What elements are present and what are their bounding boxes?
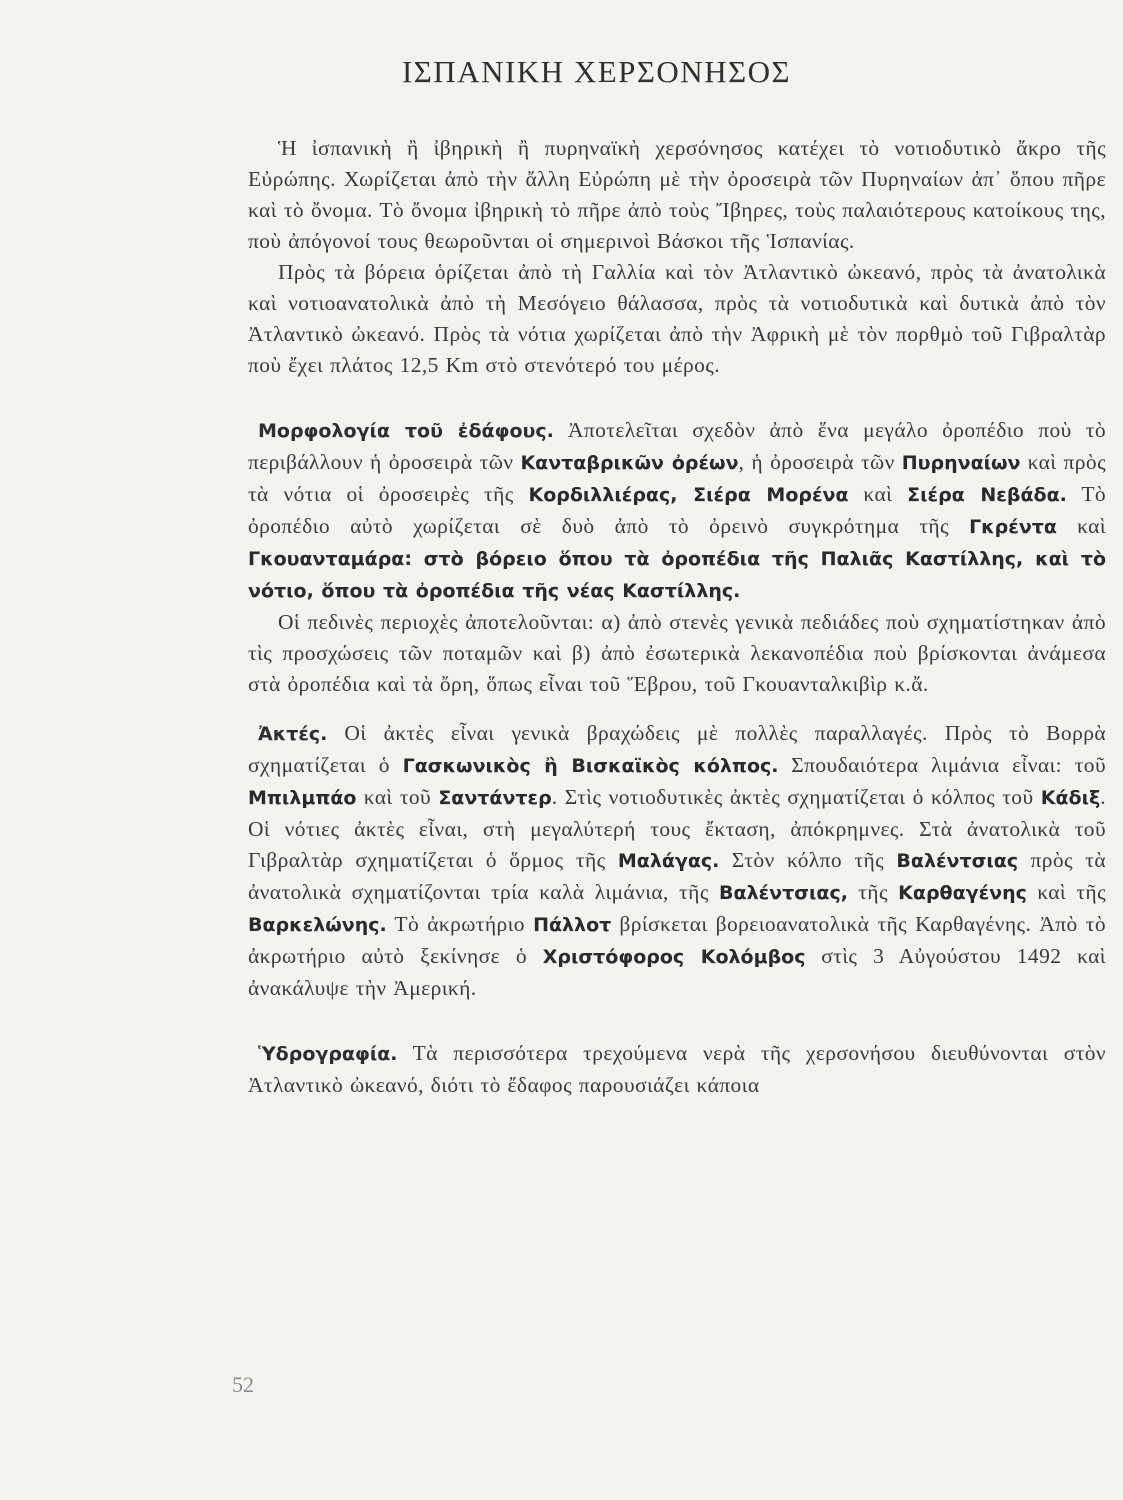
- keyword: Μπιλμπάο: [248, 787, 357, 809]
- hydrography-heading: Ὑδρογραφία.: [258, 1043, 398, 1065]
- keyword: Σιέρα Νεβάδα.: [907, 484, 1067, 506]
- keyword: Βαλέντσιας: [896, 850, 1019, 872]
- keyword: Γασκωνικὸς ἢ Βισκαϊκὸς κόλπος.: [402, 755, 779, 777]
- intro-paragraph-1: Ἡ ἰσπανικὴ ἢ ἰβηρικὴ ἢ πυρηναϊκὴ χερσόνησος κατέχει τὸ νοτιοδυτικὸ ἄκρο τῆς Εὐρώπης. Χωρίζεται ἀπὸ τὴν ἄλλη Εὐρώπη μὲ τὴν ὀροσειρὰ τῶν Πυρηναίων ἀπ᾿ ὅπου πῆρε καὶ τὸ ὄνομα. Τὸ ὄνομα ἰβηρικὴ τὸ πῆρε ἀπὸ τοὺς Ἴβηρες, τοὺς παλαιότερους κατοίκους της, ποὺ ἀπόγονοί τους θεωροῦνται οἱ σημερινοὶ Βάσκοι τῆς Ἱσπανίας.: [248, 136, 1106, 253]
- intro-paragraph-2: Πρὸς τὰ βόρεια ὁρίζεται ἀπὸ τὴ Γαλλία καὶ τὸν Ἀτλαντικὸ ὠκεανό, πρὸς τὰ ἀνατολικὰ καὶ νοτιοανατολικὰ ἀπὸ τὴ Μεσόγειο θάλασσα, πρὸς τὰ νοτιοδυτικὰ καὶ δυτικὰ ἀπὸ τὸν Ἀτλαντικὸ ὠκεανό. Πρὸς τὰ νότια χωρίζεται ἀπὸ τὴν Ἀφρικὴ μὲ τὸν πορθμὸ τοῦ Γιβραλτὰρ ποὺ ἔχει πλάτος 12,5 Km στὸ στενότερό του μέρος.: [248, 260, 1106, 377]
- page-body: [248, 133, 1106, 1101]
- keyword: Καρθαγένης: [898, 882, 1027, 904]
- keyword: Μαλάγας.: [617, 850, 720, 872]
- page-number: 52: [232, 1372, 254, 1397]
- keyword: Σαντάντερ: [438, 787, 552, 809]
- coasts-heading: Ἀκτές.: [258, 723, 328, 745]
- keyword: Κανταβρικῶν ὀρέων: [520, 452, 739, 474]
- keyword: Πυρηναίων: [901, 452, 1021, 474]
- morphology-paragraph: Μορφολογία τοῦ ἐδάφους. Ἀποτελεῖται σχεδὸν ἀπὸ ἕνα μεγάλο ὀροπέδιο ποὺ τὸ περιβάλλουν ἡ ὀροσειρὰ τῶν Κανταβρικῶν ὀρέων, ἡ ὀροσειρὰ τῶν Πυρηναίων καὶ πρὸς τὰ νότια οἱ ὀροσειρὲς τῆς Κορδιλλιέρας, Σιέρα Μορένα καὶ Σιέρα Νεβάδα. Τὸ ὀροπέδιο αὐτὸ χωρίζεται σὲ δυὸ ἀπὸ τὸ ὀρεινὸ συγκρότημα τῆς Γκρέντα καὶ Γκουανταμάρα: στὸ βόρειο ὅπου τὰ ὀροπέδια τῆς Παλιᾶς Καστίλλης, καὶ τὸ νότιο, ὅπου τὰ ὀροπέδια τῆς νέας Καστίλλης.: [248, 418, 1107, 602]
- keyword: Πάλλοτ: [533, 914, 612, 936]
- page-title: ΙΣΠΑΝΙΚΗ ΧΕΡΣΟΝΗΣΟΣ: [401, 54, 792, 89]
- morphology-heading: Μορφολογία τοῦ ἐδάφους.: [258, 420, 554, 442]
- keyword: Γκρέντα: [969, 516, 1057, 538]
- coasts-paragraph: Ἀκτές. Οἱ ἀκτὲς εἶναι γενικὰ βραχώδεις μὲ πολλὲς παραλλαγές. Πρὸς τὸ Βορρὰ σχηματίζεται ὁ Γασκωνικὸς ἢ Βισκαϊκὸς κόλπος. Σπουδαιότερα λιμάνια εἶναι: τοῦ Μπιλμπάο καὶ τοῦ Σαντάντερ. Στὶς νοτιοδυτικὲς ἀκτὲς σχηματίζεται ὁ κόλπος τοῦ Κάδιξ. Οἱ νότιες ἀκτὲς εἶναι, στὴ μεγαλύτερή τους ἔκταση, ἀπόκρημνες. Στὰ ἀνατολικὰ τοῦ Γιβραλτὰρ σχηματίζεται ὁ ὅρμος τῆς Μαλάγας. Στὸν κόλπο τῆς Βαλέντσιας πρὸς τὰ ἀνατολικὰ σχηματίζονται τρία καλὰ λιμάνια, τῆς Βαλέντσιας, τῆς Καρθαγένης καὶ τῆς Βαρκελώνης. Τὸ ἀκρωτήριο Πάλλοτ βρίσκεται βορειοανατολικὰ τῆς Καρθαγένης. Ἀπὸ τὸ ἀκρωτήριο αὐτὸ ξεκίνησε ὁ Χριστόφορος Κολόμβος στὶς 3 Αὐγούστου 1492 καὶ ἀνακάλυψε τὴν Ἀμερική.: [248, 721, 1106, 1000]
- plains-paragraph: Οἱ πεδινὲς περιοχὲς ἀποτελοῦνται: α) ἀπὸ στενὲς γενικὰ πεδιάδες ποὺ σχηματίστηκαν ἀπὸ τὶς προσχώσεις τῶν ποταμῶν καὶ β) ἀπὸ ἐσωτερικὰ λεκανοπέδια ποὺ βρίσκονται ἀνάμεσα στὰ ὀροπέδια καὶ τὰ ὄρη, ὅπως εἶναι τοῦ Ἕβρου, τοῦ Γκουανταλκιβὶρ κ.ἄ.: [248, 610, 1106, 696]
- keyword: Χριστόφορος Κολόμβος: [542, 946, 806, 968]
- keyword: Βαλέντσιας,: [719, 882, 848, 904]
- hydrography-paragraph: Ὑδρογραφία. Τὰ περισσότερα τρεχούμενα νερὰ τῆς χερσονήσου διευθύνονται στὸν Ἀτλαντικὸ ὠκεανό, διότι τὸ ἔδαφος παρουσιάζει κάποια: [248, 1041, 1106, 1097]
- keyword: Βαρκελώνης.: [248, 914, 387, 936]
- keyword: Γκουανταμάρα: στὸ βόρειο ὅπου τὰ ὀροπέδια τῆς Παλιᾶς Καστίλλης, καὶ τὸ νότιο, ὅπου τὰ ὀροπέδια τῆς νέας Καστίλλης.: [248, 548, 1106, 602]
- keyword: Κάδιξ: [1040, 787, 1101, 809]
- keyword: Κορδιλλιέρας, Σιέρα Μορένα: [528, 484, 849, 506]
